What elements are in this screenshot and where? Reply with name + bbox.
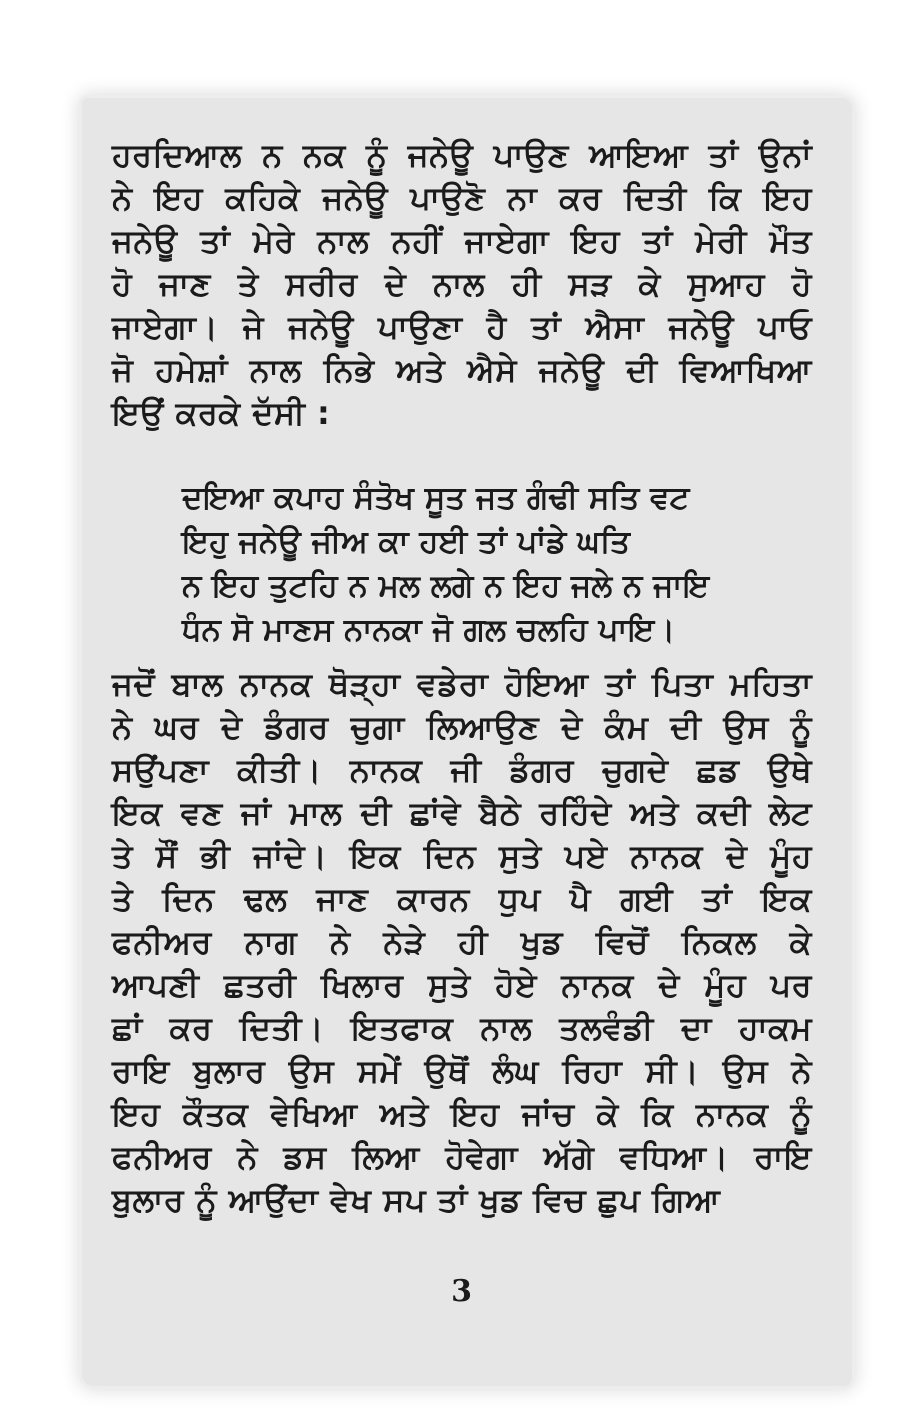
paragraph-line: ਤੇ ਸੌਂ ਭੀ ਜਾਂਦੇ। ਇਕ ਦਿਨ ਸੁਤੇ ਪਏ ਨਾਨਕ ਦੇ ਮੂੰਹ: [112, 837, 812, 875]
paragraph-line: ਨੇ ਇਹ ਕਹਿਕੇ ਜਨੇਊ ਪਾਉਣੋ ਨਾ ਕਰ ਦਿਤੀ ਕਿ ਇਹ: [112, 179, 812, 217]
verse-quote: [182, 476, 802, 652]
paragraph-cattle-grazing: [112, 663, 812, 1222]
paragraph-line: ਜਾਏਗਾ। ਜੇ ਜਨੇਊ ਪਾਉਣਾ ਹੈ ਤਾਂ ਐਸਾ ਜਨੇਊ ਪਾਓ: [112, 308, 812, 346]
paragraph-line: ਸਉਂਪਣਾ ਕੀਤੀ। ਨਾਨਕ ਜੀ ਡੰਗਰ ਚੁਗਦੇ ਛਡ ਉਥੇ: [112, 751, 812, 789]
paragraph-line: ਜਦੋਂ ਬਾਲ ਨਾਨਕ ਥੋੜ੍ਹਾ ਵਡੇਰਾ ਹੋਇਆ ਤਾਂ ਪਿਤਾ ਮਹਿਤਾ: [112, 665, 812, 703]
paragraph-line: ਜਨੇਊ ਤਾਂ ਮੇਰੇ ਨਾਲ ਨਹੀਂ ਜਾਏਗਾ ਇਹ ਤਾਂ ਮੇਰੀ ਮੌਤ: [112, 222, 812, 260]
verse-line: ਦਇਆ ਕਪਾਹ ਸੰਤੋਖ ਸੂਤ ਜਤ ਗੰਢੀ ਸਤਿ ਵਟ: [182, 480, 690, 516]
paragraph-line: ਇਕ ਵਣ ਜਾਂ ਮਾਲ ਦੀ ਛਾਂਵੇ ਬੈਠੇ ਰਹਿੰਦੇ ਅਤੇ ਕਦੀ ਲੇਟ: [112, 794, 812, 832]
verse-line: ਧੰਨ ਸੋ ਮਾਣਸ ਨਾਨਕਾ ਜੋ ਗਲ ਚਲਹਿ ਪਾਇ।: [182, 612, 676, 648]
paragraph-line: ਫਨੀਅਰ ਨਾਗ ਨੇ ਨੇੜੇ ਹੀ ਖੁਡ ਵਿਚੋਂ ਨਿਕਲ ਕੇ: [112, 923, 812, 961]
paragraph-line: ਤੇ ਦਿਨ ਢਲ ਜਾਣ ਕਾਰਨ ਧੁਪ ਪੈ ਗਈ ਤਾਂ ਇਕ: [112, 880, 812, 918]
paragraph-line: ਜੋ ਹਮੇਸ਼ਾਂ ਨਾਲ ਨਿਭੇ ਅਤੇ ਐਸੇ ਜਨੇਊ ਦੀ ਵਿਆਖਿਆ: [112, 351, 812, 389]
verse-line: ਇਹੁ ਜਨੇਊ ਜੀਅ ਕਾ ਹਈ ਤਾਂ ਪਾਂਡੇ ਘਤਿ: [182, 524, 631, 560]
paragraph-line: ਹੋ ਜਾਣ ਤੇ ਸਰੀਰ ਦੇ ਨਾਲ ਹੀ ਸੜ ਕੇ ਸੁਆਹ ਹੋ: [112, 265, 812, 303]
verse-line: ਨ ਇਹ ਤੁਟਹਿ ਨ ਮਲ ਲਗੇ ਨ ਇਹ ਜਲੇ ਨ ਜਾਇ: [182, 568, 710, 604]
paragraph-line: ਫਨੀਅਰ ਨੇ ਡਸ ਲਿਆ ਹੋਵੇਗਾ ਅੱਗੇ ਵਧਿਆ। ਰਾਇ: [112, 1138, 812, 1176]
paragraph-line: ਇਉਂ ਕਰਕੇ ਦੱਸੀ :: [112, 394, 331, 432]
paragraph-janeu: [112, 134, 812, 435]
page-number: 3: [451, 1274, 472, 1309]
paragraph-line: ਬੁਲਾਰ ਨੂੰ ਆਉਂਦਾ ਵੇਖ ਸਪ ਤਾਂ ਖੁਡ ਵਿਚ ਛੁਪ ਗਿਆ: [112, 1181, 721, 1219]
paragraph-line: ਨੇ ਘਰ ਦੇ ਡੰਗਰ ਚੁਗਾ ਲਿਆਉਣ ਦੇ ਕੰਮ ਦੀ ਉਸ ਨੂੰ: [112, 708, 812, 746]
paragraph-line: ਹਰਦਿਆਲ ਨ ਨਕ ਨੂੰ ਜਨੇਊ ਪਾਉਣ ਆਇਆ ਤਾਂ ਉਨਾਂ: [112, 136, 812, 174]
paragraph-line: ਛਾਂ ਕਰ ਦਿਤੀ। ਇਤਫਾਕ ਨਾਲ ਤਲਵੰਡੀ ਦਾ ਹਾਕਮ: [112, 1009, 812, 1047]
paragraph-line: ਰਾਇ ਬੁਲਾਰ ਉਸ ਸਮੇਂ ਉਥੋਂ ਲੰਘ ਰਿਹਾ ਸੀ। ਉਸ ਨੇ: [112, 1052, 812, 1090]
paragraph-line: ਇਹ ਕੌਤਕ ਵੇਖਿਆ ਅਤੇ ਇਹ ਜਾਂਚ ਕੇ ਕਿ ਨਾਨਕ ਨੂੰ: [112, 1095, 812, 1133]
paragraph-line: ਆਪਣੀ ਛਤਰੀ ਖਿਲਾਰ ਸੁਤੇ ਹੋਏ ਨਾਨਕ ਦੇ ਮੂੰਹ ਪਰ: [112, 966, 812, 1004]
